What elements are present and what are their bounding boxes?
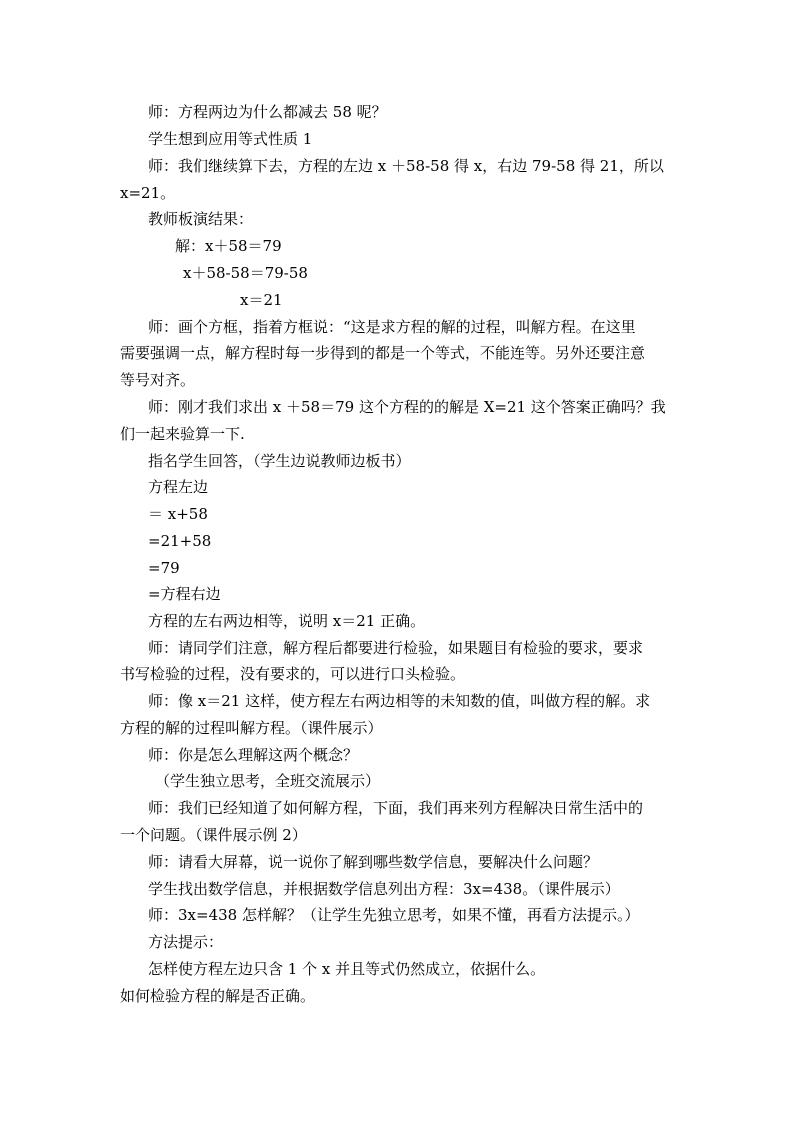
check-line: 方程左边 bbox=[148, 478, 209, 496]
text-line: x=21。 bbox=[120, 184, 176, 202]
text-line: 师：我们继续算下去，方程的左边 x ＋58-58 得 x，右边 79-58 得 21，所以 bbox=[148, 157, 664, 175]
text-line: 学生找出数学信息，并根据数学信息列出方程：3x=438。（课件展示） bbox=[148, 880, 620, 898]
equation-line: x＝21 bbox=[240, 291, 283, 309]
text-line: 需要强调一点，解方程时每一步得到的都是一个等式，不能连等。另外还要注意 bbox=[120, 344, 646, 362]
text-line: 如何检验方程的解是否正确。 bbox=[120, 987, 316, 1005]
text-line: 学生想到应用等式性质 1 bbox=[148, 130, 313, 148]
equation-line: 解：x＋58＝79 bbox=[175, 237, 282, 255]
text-line: 教师板演结果： bbox=[148, 210, 254, 228]
check-line: =方程右边 bbox=[148, 585, 221, 603]
text-line: 一个问题。（课件展示例 2） bbox=[120, 826, 307, 844]
text-line: 师：画个方框，指着方框说：“这是求方程的解的过程，叫解方程。在这里 bbox=[148, 318, 636, 336]
text-line: 方程的左右两边相等，说明 x＝21 正确。 bbox=[148, 612, 426, 630]
text-line: 师：你是怎么理解这两个概念？ bbox=[148, 746, 359, 764]
text-line: 怎样使方程左边只含 1 个 x 并且等式仍然成立，依据什么。 bbox=[148, 960, 546, 978]
text-line: 方程的解的过程叫解方程。（课件展示） bbox=[120, 719, 383, 737]
text-line: 师：像 x＝21 这样，使方程左右两边相等的未知数的值，叫做方程的解。求 bbox=[148, 692, 651, 710]
text-line: 师：刚才我们求出 x ＋58＝79 这个方程的的解是 X=21 这个答案正确吗？我 bbox=[148, 398, 666, 416]
text-line: 师：请看大屏幕，说一说你了解到哪些数学信息，要解决什么问题？ bbox=[148, 853, 599, 871]
text-line: 师：方程两边为什么都减去 58 呢？ bbox=[148, 103, 387, 121]
check-line: =79 bbox=[148, 559, 180, 577]
check-line: ＝ x+58 bbox=[148, 505, 208, 523]
text-line: 指名学生回答，（学生边说教师边板书） bbox=[148, 452, 411, 470]
text-line: 师：3x=438 怎样解？（让学生先独立思考，如果不懂，再看方法提示。） bbox=[148, 906, 640, 924]
text-line: 师：我们已经知道了如何解方程，下面，我们再来列方程解决日常生活中的 bbox=[148, 799, 644, 817]
check-line: =21+58 bbox=[148, 532, 212, 550]
text-line: 方法提示： bbox=[148, 933, 224, 951]
text-line: 们一起来验算一下. bbox=[120, 425, 245, 443]
text-line: 师：请同学们注意，解方程后都要进行检验，如果题目有检验的要求，要求 bbox=[148, 639, 644, 657]
text-line: 等号对齐。 bbox=[120, 371, 196, 389]
text-line: （学生独立思考，全班交流展示） bbox=[155, 772, 381, 790]
text-line: 书写检验的过程，没有要求的，可以进行口头检验。 bbox=[120, 665, 466, 683]
equation-line: x＋58-58＝79-58 bbox=[183, 264, 308, 282]
